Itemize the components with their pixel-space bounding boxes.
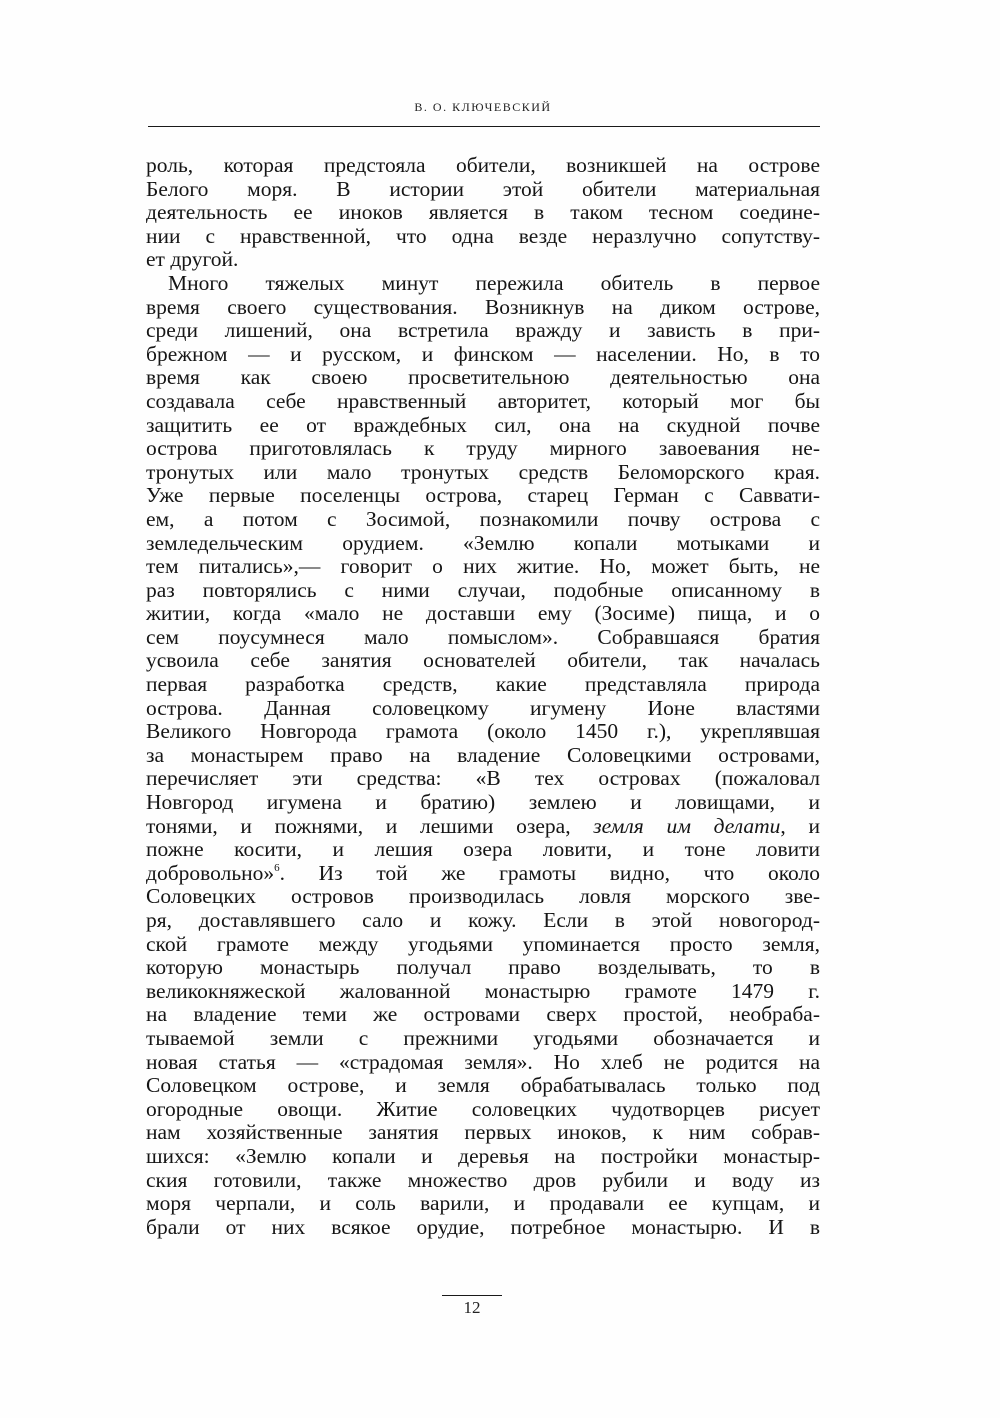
text-line: создавала себе нравственный авторитет, который мог бы bbox=[146, 388, 820, 413]
text-line: ской грамоте между угодьями упоминается просто земля, bbox=[146, 931, 820, 956]
text-line: брали от них всякое орудие, потребное монастырю. И в bbox=[146, 1214, 820, 1239]
text-line: тываемой земли с прежними угодьями обозначается и bbox=[146, 1025, 820, 1050]
text-line: Соловецком острове, и земля обрабатывалась только под bbox=[146, 1073, 820, 1098]
body-text bbox=[146, 154, 820, 1239]
text-line: время своего существования. Возникнув на диком острове, bbox=[146, 294, 820, 319]
text-line: моря черпали, и соль варили, и продавали ее купцам, и bbox=[146, 1191, 820, 1216]
italic-quote: земля им делати bbox=[593, 813, 781, 838]
text-line: тонями, и пожнями, и лешими озера, земля им делати, и bbox=[146, 813, 820, 838]
text-line: ем, а потом с Зосимой, познакомили почву острова с bbox=[146, 506, 820, 531]
text-line: новая статья — «страдомая земля». Но хлеб не родится на bbox=[146, 1049, 820, 1074]
text-line: Много тяжелых минут пережила обитель в первое bbox=[168, 270, 820, 295]
header-rule bbox=[148, 126, 820, 127]
text-line: за монастырем право на владение Соловецкими островами, bbox=[146, 742, 820, 767]
text-line: нии с нравственной, что одна везде неразлучно сопутству- bbox=[146, 223, 820, 248]
text-line: острова приготовлялась к труду мирного завоевания не- bbox=[146, 436, 820, 461]
text-line: ет другой. bbox=[146, 247, 239, 272]
text-line: Белого моря. В истории этой обители материальная bbox=[146, 176, 820, 201]
text-line: перечисляет эти средства: «В тех островах (пожаловал bbox=[146, 766, 820, 791]
text-line: Новгород игумена и братию) землею и ловищами, и bbox=[146, 790, 820, 815]
footnote-ref[interactable]: 6 bbox=[274, 861, 280, 874]
text-line: нам хозяйственные занятия первых иноков, к ним собрав- bbox=[146, 1120, 820, 1145]
text-line: острова. Данная соловецкому игумену Ионе властями bbox=[146, 695, 820, 720]
page-number: 12 bbox=[463, 1298, 481, 1317]
text-line: усвоила себе занятия основателей обители, так началась bbox=[146, 648, 820, 673]
text-line: брежном — и русском, и финском — населении. Но, в то bbox=[146, 341, 820, 366]
text-line: Уже первые поселенцы острова, старец Герман с Саввати- bbox=[146, 483, 820, 508]
text-line: ря, доставлявшего сало и кожу. Если в этой новогород- bbox=[146, 908, 820, 932]
text-line: роль, которая предстояла обители, возникшей на острове bbox=[146, 153, 820, 177]
text-line: Великого Новгорода грамота (около 1450 г.), укреплявшая bbox=[146, 719, 820, 744]
running-head: В. О. КЛЮЧЕВСКИЙ bbox=[414, 100, 552, 114]
text-line: тем питались»,— говорит о них житие. Но, может быть, не bbox=[146, 554, 820, 579]
text-line: сем поусумнеся мало помыслом». Собравшаяся братия bbox=[146, 624, 820, 649]
text-line: время как своею просветительною деятельностью она bbox=[146, 365, 820, 390]
text-line: раз повторялись с ними случаи, подобные описанному в bbox=[146, 577, 820, 602]
text-line: великокняжеской жалованной монастырю грамоте 1479 г. bbox=[146, 978, 820, 1003]
text-line: деятельность ее иноков является в таком тесном соедине- bbox=[146, 200, 820, 225]
text-line: ския готовили, также множество дров рубили и воду из bbox=[146, 1167, 820, 1192]
text-line: первая разработка средств, какие представляла природа bbox=[146, 672, 820, 697]
text-line: Соловецких островов производилась ловля морского зве- bbox=[146, 884, 820, 909]
text-line: тронутых или мало тронутых средств Беломорского края. bbox=[146, 459, 820, 484]
text-line: огородные овощи. Житие соловецких чудотворцев рисует bbox=[146, 1096, 820, 1121]
text-line: среди лишений, она встретила вражду и зависть в при- bbox=[146, 318, 820, 343]
text-line: пожне косити, и лешия озера ловити, и тоне ловити bbox=[146, 837, 820, 862]
text-line: добровольно»$^6$. Из той же грамоты видно, что около bbox=[146, 860, 820, 885]
text-line: шихся: «Землю копали и деревья на постройки монастыр- bbox=[146, 1143, 820, 1168]
text-line: житии, когда «мало не доставши ему (Зосиме) пища, и о bbox=[146, 601, 820, 626]
text-line: которую монастырь получал право возделывать, то в bbox=[146, 955, 820, 980]
text-line: на владение теми же островами сверх простой, необраба- bbox=[146, 1002, 820, 1027]
text-line: земледельческим орудием. «Землю копали мотыками и bbox=[146, 530, 820, 555]
footer-rule bbox=[442, 1295, 502, 1296]
text-line: защитить ее от враждебных сил, она на скудной почве bbox=[146, 412, 820, 437]
